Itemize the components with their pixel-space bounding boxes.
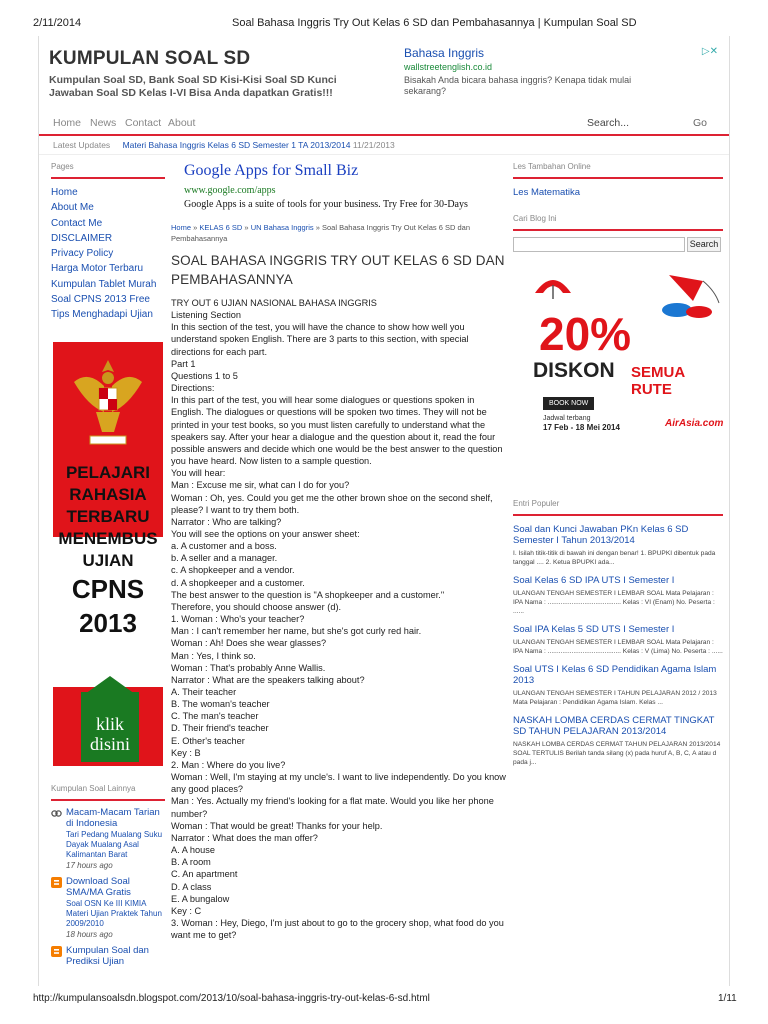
print-title: Soal Bahasa Inggris Try Out Kelas 6 SD dan Pembahasannya | Kumpulan Soal SD [232,17,637,29]
breadcrumb-sep: » [315,223,320,232]
flight-dates: 17 Feb - 18 Mei 2014 [543,423,620,432]
page-link-contact[interactable]: Contact Me [51,217,103,229]
post-body [171,297,507,941]
nav-home[interactable]: Home [53,117,82,129]
related-time: 17 hours ago [66,861,113,870]
print-header [0,17,768,33]
main-content [171,162,507,941]
post-paragraph: Key : C [171,905,202,916]
book-now-button[interactable]: BOOK NOW [543,397,594,410]
left-sidebar [51,162,165,323]
popular-item[interactable] [513,715,723,767]
related-item[interactable] [51,807,165,870]
post-paragraph: You will hear: [171,468,226,479]
les-heading: Les Tambahan Online [513,162,723,179]
latest-updates [53,140,395,150]
post-paragraph: B. A room [171,857,211,868]
post-paragraph: 2. Man : Where do you live? [171,759,286,770]
pages-heading: Pages [51,162,165,179]
ticker-date: 11/21/2013 [352,140,395,150]
post-paragraph: Directions: [171,383,215,394]
post-paragraph: Man : Excuse me sir, what can I do for you? [171,480,350,491]
popular-snippet: ULANGAN TENGAH SEMESTER I LEMBAR SOAL Mata Pelajaran : IPA Nama : ........................................ Kelas : V (Lima) No. Peserta : ...... [513,639,723,655]
post-paragraph: E. Other's teacher [171,735,245,746]
blogger-icon [51,877,62,888]
adchoices-icon[interactable]: ▷✕ [701,46,718,57]
post-paragraph: C. An apartment [171,869,238,880]
post-paragraph: D. A class [171,881,212,892]
nav-news[interactable]: News [90,117,117,129]
related-title[interactable]: Macam-Macam Tarian di Indonesia [66,807,160,829]
nav-about[interactable]: About [168,117,196,129]
cpns-banner-ad[interactable] [53,342,163,766]
les-matematika-link[interactable]: Les Matematika [513,187,581,198]
post-paragraph: c. A shopkeeper and a vendor. [171,565,295,576]
banner-line: PELAJARI [65,463,151,482]
popular-snippet: ULANGAN TENGAH SEMESTER I LEMBAR SOAL Mata Pelajaran : IPA Nama : ........................................ Kelas : VI (Enam) No. Peserta : ...... [513,590,715,615]
post-paragraph: Woman : Well, I'm staying at my uncle's. I want to live independently. Do you know any good places? [171,772,506,795]
post-title: SOAL BAHASA INGGRIS TRY OUT KELAS 6 SD DAN PEMBAHASANNYA [171,253,505,287]
right-sidebar [513,162,723,767]
banner-line: RAHASIA [69,485,147,504]
popular-item[interactable] [513,624,723,656]
nav-search-input[interactable]: Search... [587,117,630,129]
breadcrumb-home[interactable]: Home [171,223,192,232]
breadcrumb-sep: » [244,223,249,232]
pages-list [51,185,165,323]
google-ad-url[interactable]: www.google.com/apps [184,185,276,196]
post-paragraph: E. A bungalow [171,893,230,904]
breadcrumb-current: Soal Bahasa Inggris Try Out Kelas 6 SD dan Pembahasannya [171,223,470,243]
divider [39,154,730,155]
umbrella-icon [533,273,573,299]
post-paragraph: Woman : That would be great! Thanks for your help. [171,820,383,831]
page-link-harga-motor[interactable]: Harga Motor Terbaru [51,263,144,275]
breadcrumb-kelas[interactable]: KELAS 6 SD [199,223,243,232]
popular-snippet: ULANGAN TENGAH SEMESTER I TAHUN PELAJARAN 2012 / 2013 Mata Pelajaran : Pendidikan Agama Islam. Kelas ... [513,690,717,706]
popular-posts [513,499,723,767]
post-paragraph: 1. Woman : Who's your teacher? [171,614,305,625]
page-link-privacy[interactable]: Privacy Policy [51,248,114,260]
post-paragraph: D. Their friend's teacher [171,723,269,734]
post-paragraph: A. A house [171,845,215,856]
site-description: Kumpulan Soal SD, Bank Soal SD Kisi-Kisi Soal SD Kunci Jawaban Soal SD Kelas I-VI Bisa Anda dapatkan Gratis!!! [49,74,337,99]
post-paragraph: You will see the options on your answer sheet: [171,528,360,539]
post-paragraph: 3. Woman : Hey, Diego, I'm just about to go to the grocery shop, what food do you want me to get? [171,917,504,941]
popular-snippet: NASKAH LOMBA CERDAS CERMAT TAHUN PELAJARAN 2013/2014 SOAL TERTULIS Berilah tanda silang (x) pada huruf A, B, C, A atau d pada j... [513,741,721,766]
popular-heading: Entri Populer [513,499,723,516]
page-link-home[interactable]: Home [51,187,78,198]
related-sidebar [51,784,165,973]
related-sub[interactable]: Tari Pedang Mualang Suku Dayak Mualang Asal Kalimantan Barat [66,830,163,859]
post-paragraph: In this section of the test, you will have the chance to show how well you understand spoken English. There are 3 parts to this section, with special directions for each part. [171,322,469,357]
blogger-icon [51,946,62,957]
post-paragraph: Questions 1 to 5 [171,370,238,381]
post-paragraph: Narrator : What are the speakers talking about? [171,674,365,685]
post-paragraph: Woman : That's probably Anne Wallis. [171,662,326,673]
banner-text [53,462,163,640]
related-title[interactable]: Kumpulan Soal dan Prediksi Ujian [66,945,149,967]
banner-line: 2013 [79,608,137,638]
breadcrumb-sep: » [193,223,198,232]
top-ad-text: Bisakah Anda bicara bahasa inggris? Kenapa tidak mulai sekarang? [404,75,632,96]
blog-search [513,237,723,253]
related-title[interactable]: Download Soal SMA/MA Gratis [66,876,131,898]
site-title[interactable]: KUMPULAN SOAL SD [49,48,251,69]
diskon-label: DISKON [533,359,615,382]
banner-line: TERBARU [66,507,150,526]
top-ad-title[interactable]: Bahasa Inggris [404,46,485,60]
popular-title[interactable]: Soal Kelas 6 SD IPA UTS I Semester I [513,575,675,586]
page-link-about[interactable]: About Me [51,202,94,214]
post-paragraph: Man : Yes. Actually my friend's looking for a flat mate. Would you like her phone number? [171,796,494,819]
airasia-ad[interactable] [513,267,727,443]
jadwal-label: Jadwal terbang [543,415,591,422]
popular-item[interactable] [513,575,723,616]
semua-rute-label: SEMUA RUTE [631,364,685,398]
popular-item[interactable] [513,664,723,707]
print-url: http://kumpulansoalsdn.blogspot.com/2013/10/soal-bahasa-inggris-try-out-kelas-6-sd.html [33,993,430,1004]
popular-title[interactable]: NASKAH LOMBA CERDAS CERMAT TINGKAT SD TAHUN PELAJARAN 2013/2014 [513,715,715,737]
banner-line: CPNS [71,574,145,604]
ticker-link[interactable]: Materi Bahasa Inggris Kelas 6 SD Semester 1 TA 2013/2014 [122,140,351,150]
popular-snippet: I. Isilah titik-titik di bawah ini dengan benar! 1. BPUPKI dibentuk pada tanggal .... 2. Ketua BPUPKI ada... [513,550,716,566]
nav-contact[interactable]: Contact [125,117,162,129]
post-paragraph: C. The man's teacher [171,711,259,722]
page-link-tips[interactable]: Tips Menghadapi Ujian [51,309,153,321]
post-paragraph: Narrator : What does the man offer? [171,832,318,843]
search-heading: Cari Blog Ini [513,214,723,231]
popular-title[interactable]: Soal dan Kunci Jawaban PKn Kelas 6 SD Semester I Tahun 2013/2014 [513,524,689,546]
google-ad-text: Google Apps is a suite of tools for your business. Try Free for 30-Days [184,199,468,210]
print-date: 2/11/2014 [33,17,82,29]
popular-title[interactable]: Soal UTS I Kelas 6 SD Pendidikan Agama Islam 2013 [513,664,717,686]
related-item[interactable] [51,876,165,939]
post-paragraph: The best answer to the question is "A shopkeeper and a customer." [171,589,445,600]
blog-search-input[interactable] [513,237,685,252]
breadcrumb [171,222,507,244]
print-page-number: 1/11 [718,993,737,1004]
post-paragraph: Part 1 [171,358,196,369]
post-paragraph: d. A shopkeeper and a customer. [171,577,305,588]
post-paragraph: A. Their teacher [171,687,237,697]
breadcrumb-un[interactable]: UN Bahasa Inggris [250,223,314,232]
garuda-icon [70,352,146,452]
related-item[interactable] [51,945,165,967]
google-ad-title[interactable]: Google Apps for Small Biz [184,162,359,179]
nav-go-button[interactable]: Go [693,117,708,129]
blog-search-button[interactable]: Search [687,237,721,252]
ticker-label: Latest Updates [53,140,111,150]
link-icon [51,808,62,819]
page-link-tablet[interactable]: Kumpulan Tablet Murah [51,278,157,290]
post-paragraph: Woman : Ah! Does she wear glasses? [171,638,327,649]
related-heading: Kumpulan Soal Lainnya [51,784,165,801]
top-ad[interactable] [404,46,724,106]
klik-disini-button[interactable]: klik disini [81,692,139,762]
popular-title[interactable]: Soal IPA Kelas 5 SD UTS I Semester I [513,624,675,635]
page-link-cpns[interactable]: Soal CPNS 2013 Free [51,294,150,306]
blog-page [38,36,730,986]
page-link-disclaimer[interactable]: DISCLAIMER [51,232,113,244]
post-paragraph: a. A customer and a boss. [171,541,277,552]
post-paragraph: Therefore, you should choose answer (d). [171,601,342,612]
post-paragraph: B. The woman's teacher [171,699,270,710]
top-ad-url[interactable]: wallstreetenglish.co.id [404,62,493,72]
popular-item[interactable] [513,524,723,567]
post-paragraph: Key : B [171,747,201,758]
post-paragraph: TRY OUT 6 UJIAN NASIONAL BAHASA INGGRIS [171,298,377,308]
related-sub[interactable]: Soal OSN Ke III KIMIA Materi Ujian Praktek Tahun 2009/2010 [66,899,162,928]
discount-percent: 20% [539,308,632,360]
post-paragraph: Narrator : Who are talking? [171,516,282,527]
post-paragraph: Listening Section [171,310,241,321]
related-time: 18 hours ago [66,930,113,939]
post-paragraph: b. A seller and a manager. [171,553,278,564]
banner-line: UJIAN [82,551,134,570]
sandal-icon [661,299,713,321]
nav-bar [39,112,730,136]
banner-line: MENEMBUS [58,529,158,548]
post-paragraph: Man : I can't remember her name, but she's got curly red hair. [171,626,422,637]
post-paragraph: Woman : Oh, yes. Could you get me the other brown shoe on the second shelf, please? I want to try them both. [171,492,493,515]
post-paragraph: In this part of the test, you will hear some dialogues or questions spoken in English. The dialogues or questions will be spoken two times. They will not be printed in your test books, so you must listen carefully to understand what the speakers say. After your hear a dialogue and the question about it, read the four possible answers and decide which one would be the best answer to the question you have heard. Now listen to a sample question. [171,395,503,467]
post-paragraph: Man : Yes, I think so. [171,650,256,661]
airasia-logo: AirAsia.com [665,418,724,429]
